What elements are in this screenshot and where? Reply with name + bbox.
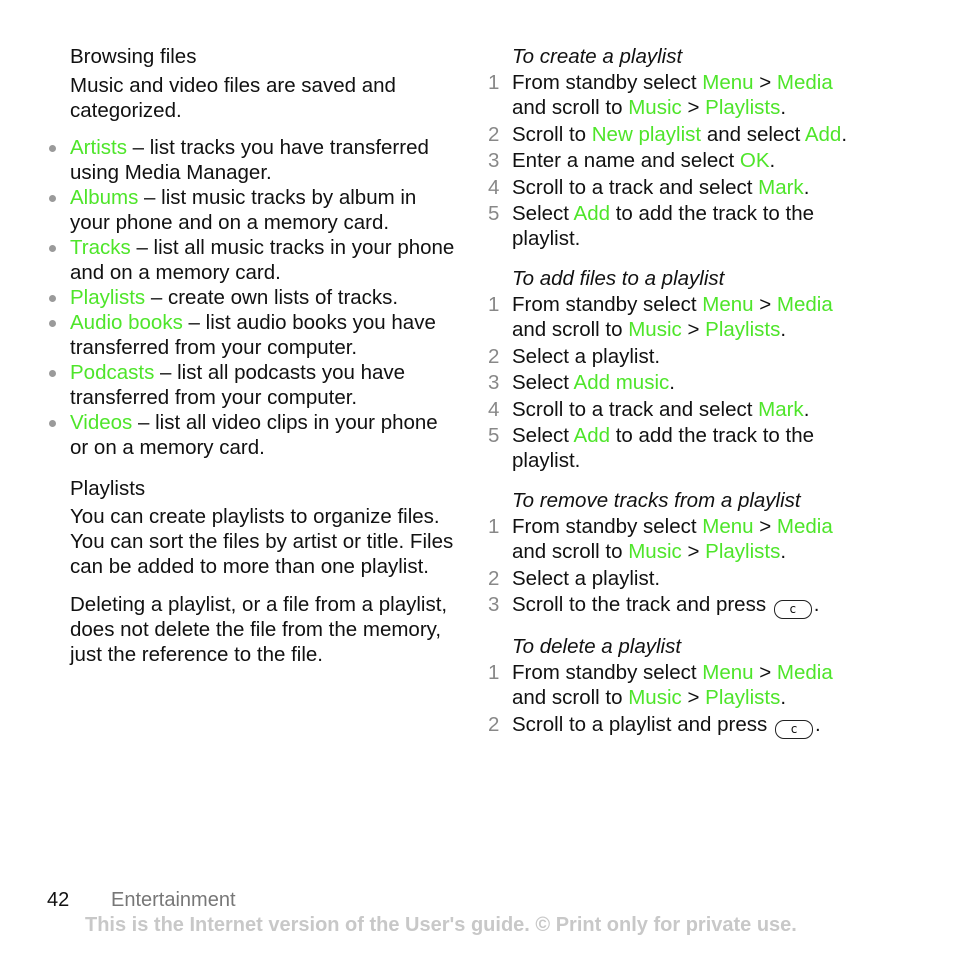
period: . [780,686,787,709]
c-key-icon: c [775,720,813,739]
create-steps [488,70,888,251]
category-term: Artists [70,136,127,159]
step-text: From standby select [512,515,703,538]
category-desc: – create own lists of tracks. [145,286,399,309]
category-desc: – list all podcasts you have transferred from your computer. [70,361,406,409]
media-link: Media [776,661,833,684]
step-text: Scroll to the track and press [512,593,772,616]
step-text: and scroll to [512,318,629,341]
step-number: 5 [488,202,500,225]
separator: > [681,540,706,563]
playlists-paragraph-1: You can create playlists to organize files. You can sort the files by artist or title. Files can be added to more than one playlist. [70,505,454,578]
list-item [70,185,460,235]
music-link: Music [628,686,682,709]
category-term: Tracks [70,236,131,259]
step [488,70,888,120]
playlists-heading: Playlists [70,477,146,500]
period: . [780,96,787,119]
remove-steps [488,514,888,619]
task-heading-create: To create a playlist [512,45,683,68]
right-column [488,44,888,740]
mark-link: Mark [758,397,804,421]
period: . [841,122,848,146]
list-item [70,285,460,310]
category-term: Playlists [70,286,146,309]
period: . [780,318,787,341]
category-term: Albums [70,186,139,209]
bullet-icon [49,245,56,252]
playlists-link: Playlists [705,96,781,119]
step-text: From standby select [512,293,703,316]
menu-link: Menu [702,293,754,316]
step [488,660,888,710]
music-link: Music [628,318,682,341]
list-item [70,360,460,410]
step-text: Scroll to a playlist and press [512,712,773,736]
step [488,712,888,739]
step-text: Scroll to a track and select [512,397,759,421]
separator: > [753,71,777,94]
category-desc: – list all video clips in your phone or on a memory card. [70,411,438,459]
step-text: to add the track to the playlist. [512,424,815,472]
step-text: Select [512,202,574,225]
period: . [803,397,810,421]
mark-link: Mark [758,175,804,199]
delete-steps [488,660,888,739]
list-item [70,235,460,285]
step [488,397,888,422]
step-number: 1 [488,71,500,94]
add-steps [488,292,888,473]
step-number: 3 [488,371,500,394]
task-heading-add: To add files to a playlist [512,267,725,290]
step-text: and scroll to [512,540,629,563]
bullet-icon [49,370,56,377]
music-link: Music [628,540,682,563]
step-text: Select [512,371,574,394]
step [488,566,888,591]
period: . [814,712,821,736]
step-number: 4 [488,175,500,199]
step-number: 4 [488,397,500,421]
step-number: 2 [488,712,500,736]
step-number: 2 [488,122,500,146]
media-link: Media [776,515,833,538]
separator: > [753,661,777,684]
task-heading-delete: To delete a playlist [512,635,682,658]
step [488,423,888,473]
step-number: 1 [488,515,500,538]
step-text: Select [512,424,574,447]
bullet-icon [49,295,56,302]
playlists-paragraph-2: Deleting a playlist, or a file from a playlist, does not delete the file from the memory, just the reference to the file. [70,593,448,666]
step-number: 5 [488,424,500,447]
step-text: From standby select [512,661,703,684]
browsing-intro: Music and video files are saved and categorized. [70,74,396,122]
category-term: Podcasts [70,361,155,384]
add-music-link: Add music [573,371,670,394]
period: . [780,540,787,563]
category-desc: – list all music tracks in your phone and on a memory card. [70,236,455,284]
category-list [70,135,460,460]
copyright-notice: This is the Internet version of the User's guide. © Print only for private use. [85,914,797,936]
step-number: 2 [488,566,500,590]
step [488,344,888,369]
menu-link: Menu [702,71,754,94]
step-number: 2 [488,344,500,368]
playlists-link: Playlists [705,318,781,341]
separator: > [681,686,706,709]
step-text: Select a playlist. [512,344,661,368]
step-number: 3 [488,149,500,172]
category-desc: – list audio books you have transferred from your computer. [70,311,436,359]
category-term: Videos [70,411,133,434]
step [488,514,888,564]
task-heading-remove: To remove tracks from a playlist [512,489,801,512]
step-text: Enter a name and select [512,149,740,172]
category-term: Audio books [70,311,183,334]
bullet-icon [49,195,56,202]
period: . [669,371,675,394]
c-key-icon: c [774,600,812,619]
left-column [70,44,460,667]
step-number: 1 [488,661,500,684]
page-number: 42 [47,889,70,911]
separator: > [681,96,706,119]
step [488,370,888,395]
step-text: Scroll to [512,122,592,146]
music-link: Music [628,96,682,119]
category-desc: – list tracks you have transferred using Media Manager. [70,136,429,184]
add-link: Add [573,424,611,447]
step [488,292,888,342]
ok-link: OK [739,149,770,172]
step [488,201,888,251]
list-item [70,135,460,185]
menu-link: Menu [702,661,754,684]
separator: > [681,318,706,341]
bullet-icon [49,420,56,427]
step-text: Select a playlist. [512,566,661,590]
playlists-link: Playlists [705,686,781,709]
period: . [803,175,810,199]
step-text: and scroll to [512,686,629,709]
period: . [813,593,820,616]
step-text: Scroll to a track and select [512,175,759,199]
media-link: Media [776,71,833,94]
step-number: 3 [488,593,500,616]
list-item [70,410,460,460]
add-link: Add [804,122,842,146]
separator: > [753,293,777,316]
period: . [769,149,776,172]
step-number: 1 [488,293,500,316]
step [488,175,888,200]
media-link: Media [776,293,833,316]
new-playlist-link: New playlist [591,122,702,146]
step-text: and scroll to [512,96,629,119]
step [488,592,888,619]
section-name: Entertainment [111,889,236,911]
list-item [70,310,460,360]
separator: > [753,515,777,538]
bullet-icon [49,320,56,327]
step [488,122,888,147]
step [488,148,888,173]
step-text: From standby select [512,71,703,94]
bullet-icon [49,145,56,152]
step-text: and select [701,122,805,146]
step-text: to add the track to the playlist. [512,202,815,250]
menu-link: Menu [702,515,754,538]
category-desc: – list music tracks by album in your phone and on a memory card. [70,186,417,234]
browsing-files-heading: Browsing files [70,45,197,68]
playlists-link: Playlists [705,540,781,563]
add-link: Add [573,202,611,225]
